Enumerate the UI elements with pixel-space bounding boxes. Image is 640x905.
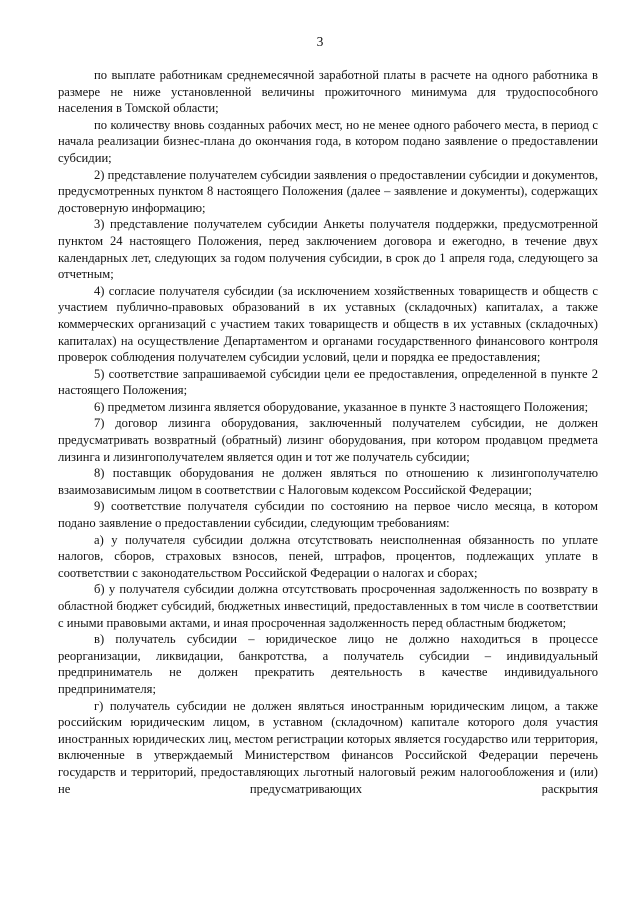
document-body	[58, 67, 598, 797]
paragraph-item-5: 5) соответствие запрашиваемой субсидии цели ее предоставления, определенной в пункте 2 настоящего Положения;	[58, 366, 598, 398]
paragraph-item-3: 3) представление получателем субсидии Анкеты получателя поддержки, предусмотренной пунктом 24 настоящего Положения, перед заключением договора и ежегодно, в течение двух календарных лет, следующих за годом получения субсидии, в срок до 1 апреля года, следующего за отчетным;	[58, 217, 598, 282]
paragraph-jobs-condition: по количеству вновь созданных рабочих мест, но не менее одного рабочего места, в период с начала реализации бизнес-плана до окончания года, в котором подано заявление о предоставлении субсидии;	[58, 117, 598, 165]
paragraph-item-9a: а) у получателя субсидии должна отсутствовать неисполненная обязанность по уплате налогов, сборов, страховых взносов, пеней, штрафов, процентов, подлежащих уплате в соответствии с законодательством Российской Федерации о налогах и сборах;	[58, 532, 598, 580]
page-number: 3	[316, 34, 324, 49]
paragraph-item-7: 7) договор лизинга оборудования, заключенный получателем субсидии, не должен предусматривать возвратный (обратный) лизинг оборудования, при котором продавцом предмета лизинга и лизингополучателем является один и тот же получатель субсидии;	[58, 416, 598, 464]
paragraph-item-2: 2) представление получателем субсидии заявления о предоставлении субсидии и документов, предусмотренных пунктом 8 настоящего Положения (далее – заявление и документы), содержащих достоверную информацию;	[58, 167, 598, 215]
paragraph-item-9b: б) у получателя субсидии должна отсутствовать просроченная задолженность по возврату в областной бюджет субсидий, бюджетных инвестиций, предоставленных в том числе в соответствии с иными правовыми актами, и иная просроченная задолженность перед областным бюджетом;	[58, 582, 598, 630]
paragraph-item-9v: в) получатель субсидии – юридическое лицо не должно находиться в процессе реорганизации, ликвидации, банкротства, а получатель субсидии – индивидуальный предприниматель не должен прекратить деятельность в качестве индивидуального предпринимателя;	[58, 632, 598, 696]
paragraph-wage-condition: по выплате работникам среднемесячной заработной платы в расчете на одного работника в размере не ниже установленной величины прожиточного минимума для трудоспособного населения в Томской области;	[58, 68, 598, 116]
paragraph-item-9g: г) получатель субсидии не должен являться иностранным юридическим лицом, а также российским юридическим лицом, в уставном (складочном) капитале которого доля участия иностранных юридических лиц, местом регистрации которых является государство или территория, включенные в утверждаемый Министерством финансов Российской Федерации перечень государств и территорий, предоставляющих льготный налоговый режим налогообложения и (или) не предусматривающих раскрытия	[58, 698, 598, 796]
paragraph-item-8: 8) поставщик оборудования не должен являться по отношению к лизингополучателю взаимозависимым лицом в соответствии с Налоговым кодексом Российской Федерации;	[58, 466, 598, 497]
paragraph-item-9: 9) соответствие получателя субсидии по состоянию на первое число месяца, в котором подано заявление о предоставлении субсидии, следующим требованиям:	[58, 499, 598, 531]
paragraph-item-4: 4) согласие получателя субсидии (за исключением хозяйственных товариществ и обществ с участием публично-правовых образований в их уставных (складочных) капиталах, а также коммерческих организаций с участием таких товариществ и обществ в их уставных (складочных) капиталах) на осуществление Департаментом и органами государственного финансового контроля проверок соблюдения получателем субсидии условий, цели и порядка ее предоставления;	[58, 283, 598, 365]
paragraph-item-6: 6) предметом лизинга является оборудование, указанное в пункте 3 настоящего Положения;	[94, 399, 589, 414]
